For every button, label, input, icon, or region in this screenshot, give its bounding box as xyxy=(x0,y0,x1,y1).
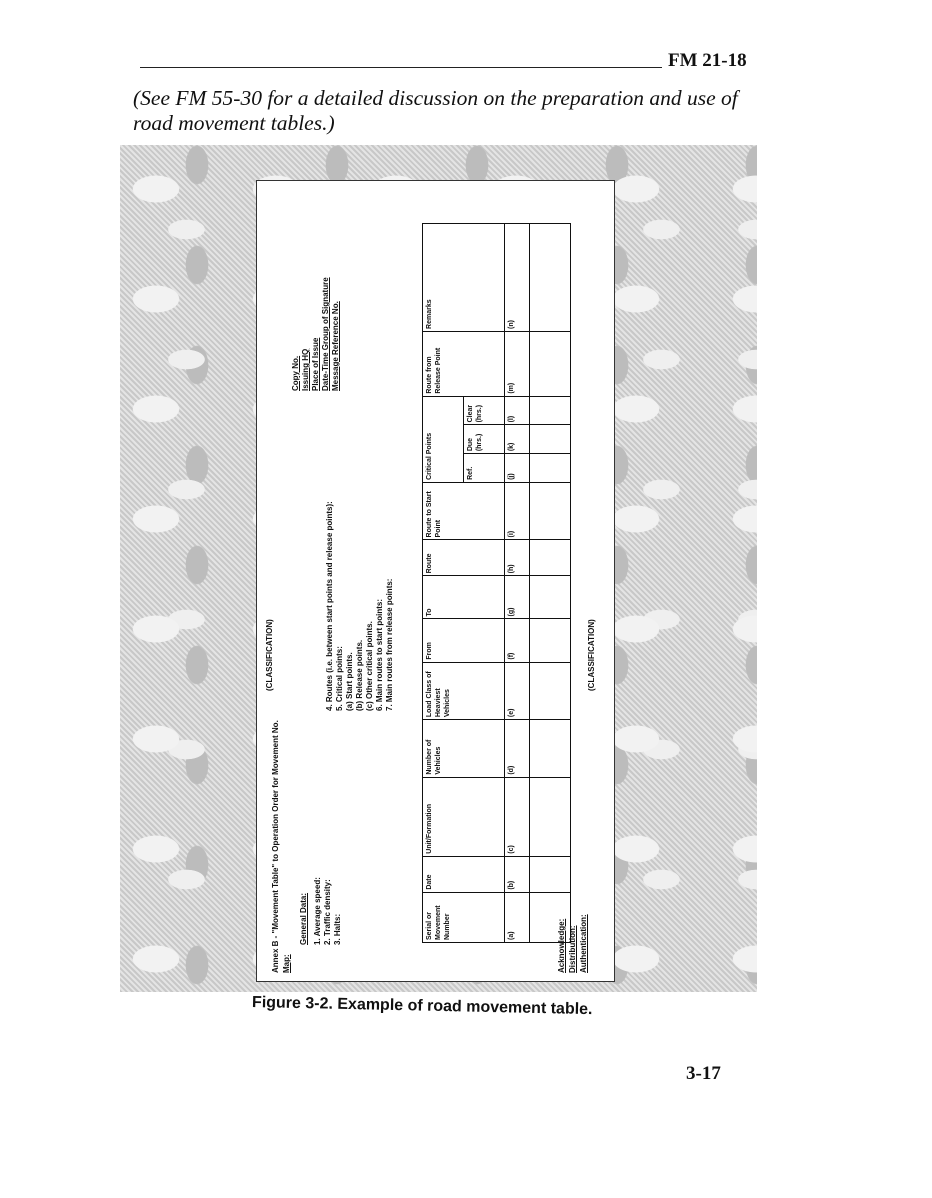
column-letter: (c) xyxy=(505,777,530,856)
table-header: Number of Vehicles xyxy=(423,720,505,778)
general-item: 2. Traffic density: xyxy=(323,879,332,945)
route-item: 5. Critical points: xyxy=(335,646,344,711)
column-letter: (k) xyxy=(505,425,530,454)
column-letter: (g) xyxy=(505,576,530,619)
table-header: Due (hrs.) xyxy=(464,425,505,454)
table-row xyxy=(530,224,571,943)
table-header: Date xyxy=(423,856,505,892)
route-item: (a) Start points. xyxy=(345,652,354,711)
page-number: 3-17 xyxy=(686,1063,721,1084)
intro-text: (See FM 55-30 for a detailed discussion on the preparation and use of road movement tables.) xyxy=(133,86,738,135)
route-item: (c) Other critical points. xyxy=(365,621,374,711)
table-header: Route to Start Point xyxy=(423,482,505,540)
map-label: Map: xyxy=(282,954,291,973)
column-letter: (m) xyxy=(505,331,530,396)
column-letter: (l) xyxy=(505,396,530,425)
general-item: 1. Average speed: xyxy=(313,877,322,945)
route-item: 4. Routes (i.e. between start points and release points): xyxy=(325,501,334,711)
table-header: Serial or Movement Number xyxy=(423,892,505,942)
table-header: From xyxy=(423,619,505,662)
table-header: Unit/Formation xyxy=(423,777,505,856)
footer-item: Authentication: xyxy=(579,914,588,973)
column-letter: (h) xyxy=(505,540,530,576)
table-header: Remarks xyxy=(423,224,505,332)
general-data-label: General Data: xyxy=(299,892,308,945)
copy-block-item: Place of Issue xyxy=(311,337,320,391)
critical-points-header: Critical Points xyxy=(423,396,464,482)
route-item: (b) Release points. xyxy=(355,639,364,711)
table-header: Route xyxy=(423,540,505,576)
rotated-form-content xyxy=(257,181,614,981)
column-letter: (n) xyxy=(505,224,530,332)
movement-table-form xyxy=(256,180,615,982)
table-header: Load Class of Heaviest Vehicles xyxy=(423,662,505,720)
copy-block-item: Issuing HQ xyxy=(301,348,310,391)
table-header: Ref. xyxy=(464,454,505,483)
classification-bottom: (CLASSIFICATION) xyxy=(587,619,596,691)
copy-block-item: Message Reference No. xyxy=(331,301,340,391)
copy-block-item: Date-Time Group of Signature xyxy=(321,277,330,391)
route-item: 6. Main routes to start points: xyxy=(375,598,384,711)
table-header: To xyxy=(423,576,505,619)
header-rule xyxy=(140,67,662,68)
footer-item: Distribution: xyxy=(568,925,577,973)
copy-block-item: Copy No. xyxy=(291,355,300,391)
movement-table xyxy=(422,223,571,943)
classification-top: (CLASSIFICATION) xyxy=(265,619,274,691)
column-letter: (e) xyxy=(505,662,530,720)
footer-item: Acknowledge: xyxy=(557,918,566,973)
general-item: 3. Halts: xyxy=(333,913,342,945)
column-letter: (a) xyxy=(505,892,530,942)
column-letter: (d) xyxy=(505,720,530,778)
figure-caption: Figure 3-2. Example of road movement table. xyxy=(251,994,593,1019)
column-letter: (j) xyxy=(505,454,530,483)
column-letter: (f) xyxy=(505,619,530,662)
manual-number: FM 21-18 xyxy=(668,50,747,71)
annex-title: Annex B - "Movement Table" to Operation Order for Movement No. xyxy=(271,720,280,973)
table-header: Clear (hrs.) xyxy=(464,396,505,425)
column-letter: (b) xyxy=(505,856,530,892)
column-letter: (i) xyxy=(505,482,530,540)
route-item: 7. Main routes from release points: xyxy=(385,578,394,711)
table-header: Route from Release Point xyxy=(423,331,505,396)
